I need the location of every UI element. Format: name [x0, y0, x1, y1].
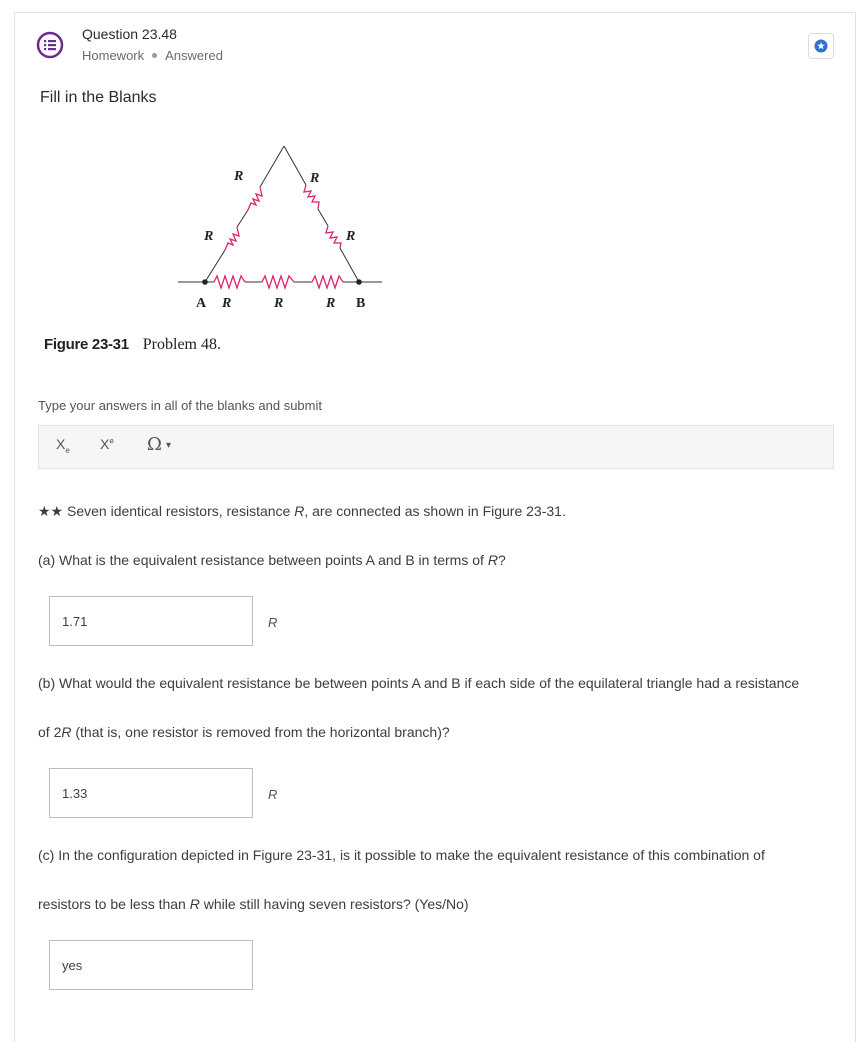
section-title: Fill in the Blanks	[40, 89, 157, 106]
question-type: Homework	[82, 48, 145, 63]
figure-caption-label: Figure 23-31	[44, 336, 129, 353]
separator-dot	[152, 53, 157, 58]
question-card	[14, 12, 856, 1042]
label-point-a: A	[196, 296, 207, 311]
label-r-bottom-3: R	[326, 296, 336, 311]
resistor-bottom-2	[262, 276, 294, 288]
figure-caption	[44, 336, 221, 354]
part-c-question-line2: resistors to be less than R while still having seven resistors? (Yes/No)	[38, 896, 469, 912]
subscript-button[interactable]: $X_e$	[56, 436, 70, 455]
bookmark-button[interactable]	[808, 33, 834, 59]
resistor-mid-left	[225, 227, 239, 250]
resistor-bottom-3	[312, 276, 343, 288]
question-list-icon	[36, 31, 64, 59]
label-r-top-left: R	[234, 169, 244, 184]
label-r-bottom-2: R	[274, 296, 284, 311]
label-point-b: B	[356, 296, 366, 311]
part-b-question-line2: of 2R (that is, one resistor is removed from the horizontal branch)?	[38, 724, 450, 740]
part-c-question-line1: (c) In the configuration depicted in Figure 23-31, is it possible to make the equivalent resistance of this combination of	[38, 847, 765, 863]
star-badge-icon	[814, 39, 828, 53]
label-r-mid-left: R	[204, 229, 214, 244]
part-a-question: (a) What is the equivalent resistance between points A and B in terms of R?	[38, 552, 506, 568]
resistor-top-right	[304, 185, 319, 209]
instruction-text: Type your answers in all of the blanks and submit	[38, 398, 322, 413]
resistor-top-left	[248, 187, 262, 210]
resistor-bottom-1	[214, 276, 245, 288]
question-title: Question 23.48	[82, 26, 177, 42]
label-r-bottom-1: R	[222, 296, 232, 311]
format-toolbar	[38, 425, 834, 469]
resistor-triangle-figure	[170, 140, 390, 320]
problem-intro: ★★ Seven identical resistors, resistance R, are connected as shown in Figure 23-31.	[38, 503, 566, 519]
omega-icon: Ω	[147, 434, 162, 455]
omega-symbol-button[interactable]	[147, 434, 171, 455]
answer-b-unit: R	[268, 787, 278, 802]
answer-a-unit: R	[268, 615, 278, 630]
part-b-question-line1: (b) What would the equivalent resistance be between points A and B if each side of the equilateral triangle had a resistance	[38, 675, 800, 691]
label-r-mid-right: R	[346, 229, 356, 244]
question-meta	[82, 48, 223, 63]
superscript-button[interactable]: Xe	[100, 436, 114, 452]
answer-b-input[interactable]: 1.33	[49, 768, 253, 818]
question-status: Answered	[165, 48, 223, 63]
node-b	[356, 279, 362, 285]
answer-a-input[interactable]: 1.71	[49, 596, 253, 646]
answer-c-input[interactable]: yes	[49, 940, 253, 990]
chevron-down-icon: ▾	[165, 439, 171, 451]
label-r-top-right: R	[310, 171, 320, 186]
figure-caption-text: Problem 48.	[142, 336, 221, 353]
node-a	[202, 279, 208, 285]
resistor-mid-right	[326, 226, 341, 248]
